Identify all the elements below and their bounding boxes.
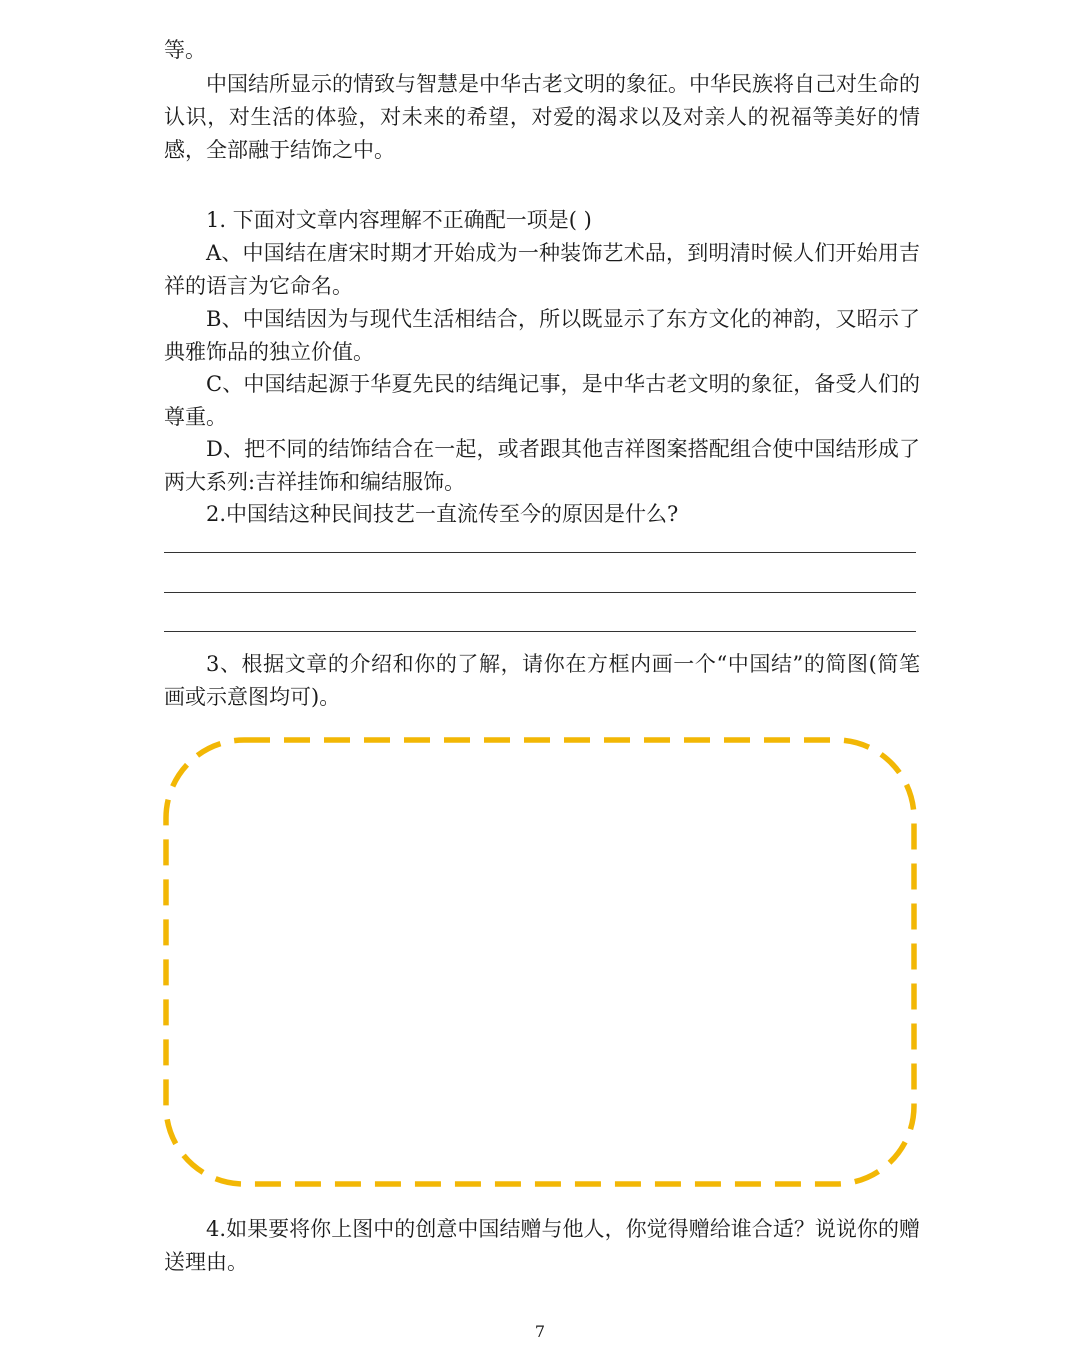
question-3-stem: 3、根据文章的介绍和你的了解，请你在方框内画一个“中国结”的简图(简笔画或示意图均可)。 [164,652,920,709]
question-1-option-d: D、把不同的结饰结合在一起，或者跟其他吉祥图案搭配组合使中国结形成了两大系列:吉祥挂饰和编结服饰。 [164,437,920,494]
answer-line-1[interactable] [164,552,916,553]
question-4-stem: 4.如果要将你上图中的创意中国结赠与他人，你觉得赠给谁合适？说说你的赠送理由。 [164,1217,920,1274]
drawing-box[interactable] [160,734,920,1190]
dashed-border [166,740,914,1184]
passage-paragraph: 中国结所显示的情致与智慧是中华古老文明的象征。中华民族将自己对生命的认识，对生活的体验，对未来的希望，对爱的渴求以及对亲人的祝福等美好的情感，全部融于结饰之中。 [164,72,920,162]
question-2-stem: 2.中国结这种民间技艺一直流传至今的原因是什么? [206,502,679,526]
answer-line-3[interactable] [164,631,916,632]
answer-line-2[interactable] [164,592,916,593]
passage-line-end: 等。 [164,38,206,62]
question-1-option-c: C、中国结起源于华夏先民的结绳记事，是中华古老文明的象征，备受人们的尊重。 [164,372,920,429]
question-1-stem: 1. 下面对文章内容理解不正确配一项是( ) [206,208,592,232]
question-1-option-b: B、中国结因为与现代生活相结合，所以既显示了东方文化的神韵，又昭示了典雅饰品的独立价值。 [164,307,920,364]
question-1-option-a: A、中国结在唐宋时期才开始成为一种装饰艺术品，到明清时候人们开始用吉祥的语言为它命名。 [164,241,920,298]
page-number: 7 [534,1322,546,1341]
